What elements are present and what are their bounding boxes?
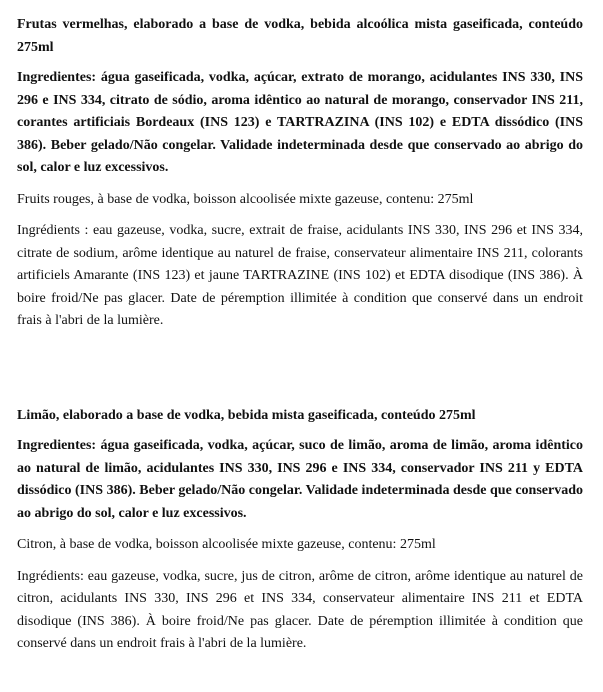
ingredients-pt: Ingredientes: água gaseificada, vodka, açúcar, extrato de morango, acidulantes INS 330, INS 296 e INS 334, citrato de sódio, aroma idêntico ao natural de morango, conservador INS 211, corantes artificiais Bordeaux (INS 123) e TARTRAZINA (INS 102) e EDTA dissódico (INS 386). Beber gelado/Não congelar. Validade indeterminada desde que conservado ao abrigo do sol, calor e luz excessivos. (17, 70, 583, 175)
section-title-fr: Fruits rouges, à base de vodka, boisson alcoolisée mixte gazeuse, contenu: 275ml (17, 191, 474, 207)
section-frutas-vermelhas (17, 14, 583, 333)
ingredients-pt: Ingredientes: água gaseificada, vodka, açúcar, suco de limão, aroma de limão, aroma idêntico ao natural de limão, acidulantes INS 330, INS 296 e INS 334, conservador INS 211 y EDTA dissódico (INS 386). Beber gelado/Não congelar. Validade indeterminada desde que conservado ao abrigo do sol, calor e luz excessivos. (17, 438, 583, 521)
section-title-pt: Frutas vermelhas, elaborado a base de vodka, bebida alcoólica mista gaseificada, conteúdo 275ml (17, 17, 583, 55)
ingredients-fr: Ingrédients : eau gazeuse, vodka, sucre, extrait de fraise, acidulants INS 330, INS 296 et INS 334, citrate de sodium, arôme identique au naturel de fraise, conservateur alimentaire INS 211, colorants artificiels Amarante (INS 123) et jaune TARTRAZINE (INS 102) et EDTA disodique (INS 386). À boire froid/Ne pas glacer. Date de péremption illimitée à condition que conservé dans un endroit frais à l'abri de la lumière. (17, 223, 583, 328)
section-title-fr: Citron, à base de vodka, boisson alcoolisée mixte gazeuse, contenu: 275ml (17, 537, 436, 552)
label-document (17, 14, 583, 656)
section-title-pt: Limão, elaborado a base de vodka, bebida mista gaseificada, conteúdo 275ml (17, 407, 476, 423)
ingredients-fr: Ingrédients: eau gazeuse, vodka, sucre, jus de citron, arôme de citron, arôme identique au naturel de citron, acidulants INS 330, INS 296 et INS 334, conservateur alimentaire INS 211 et EDTA disodique (INS 386). À boire froid/Ne pas glacer. Date de péremption illimitée à condition que conservé dans un endroit frais à l'abri de la lumière. (17, 568, 583, 651)
section-limao (17, 405, 583, 656)
section-spacer (17, 333, 583, 405)
